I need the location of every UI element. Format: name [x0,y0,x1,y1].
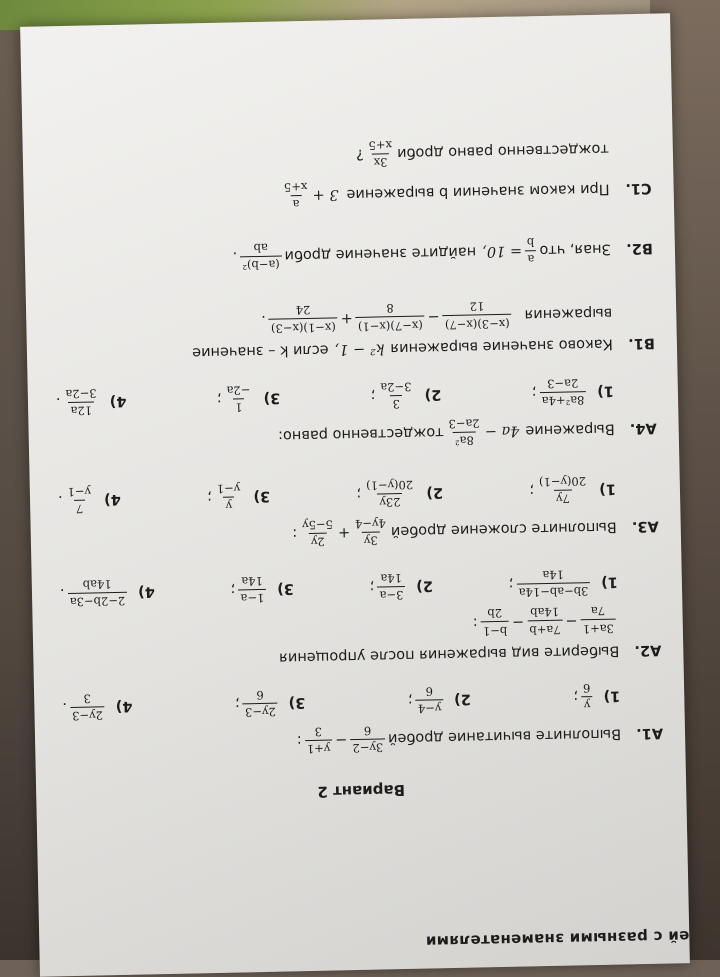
task-number: B1. [628,334,656,352]
answer-option: 1) y 6 ; [573,680,621,713]
answer-option: 3) 1−a 14a ; [230,573,295,606]
task-b1 [44,296,655,365]
answer-option: 2) 23y 20(y−1) ; [356,477,444,510]
answer-option: 4) 2−2b−3a 14ab . [59,576,155,610]
punctuation: . [261,311,266,328]
expression: = 10, [482,242,523,260]
task-text: тождественно равно: [277,424,444,444]
answer-option: 4) 12a 3−2a . [55,386,127,419]
task-b2 [43,232,654,277]
task-number: A3. [631,517,659,535]
answer-option: 2) y−4 6 ; [407,684,472,716]
fraction: (x−1)(x−3) 24 [268,302,337,335]
fraction: 3x x+5 [368,138,393,170]
worksheet-content [20,13,690,976]
fraction: y+1 3 [304,724,332,756]
answer-option: 4) 2y−3 3 . [62,691,133,724]
fraction: a b [526,234,535,267]
task-a4 [46,374,657,456]
task-text: Каково значение выражения [390,335,614,357]
answer-option: 1) 3b−ab−14a 14a ; [508,567,619,600]
operator: + [340,310,353,327]
task-text: Выполните сложение дробей [390,518,617,540]
task-text: Выберите вид выражения после упрощения [278,642,620,666]
answer-options [46,374,657,419]
task-text: тождественно равно дроби [396,141,609,162]
punctuation: : [296,732,302,749]
task-text: Выполните вычитание дробей [387,725,622,747]
task-number: A4. [629,419,657,437]
task-text: При каком значении b выражение [346,180,610,203]
fraction: 2y 5−5y [301,517,334,549]
fraction: 3y 4y−4 [354,515,386,548]
expression: k² − 1, [334,340,385,358]
answer-options [52,679,663,724]
task-number: C1. [625,179,652,197]
task-a1 [52,679,663,761]
fraction: b−1 2b [480,606,509,638]
variant-title: Вариант 2 [317,781,406,801]
operator: − [511,613,525,630]
task-text: Выражение [525,420,615,439]
fraction: 3y−2 6 [350,723,385,755]
answer-option: 2) 3−a 14a ; [369,570,434,603]
answer-options [50,565,661,610]
answer-option: 3) 1 −2a ; [216,383,281,415]
task-a2 [50,565,662,671]
task-text: выражения [524,304,613,323]
operator: − [565,612,578,629]
expression: 3 + [312,186,339,204]
punctuation: . [232,248,238,265]
task-number: A1. [636,724,664,742]
worksheet-paper [20,13,690,976]
operator: − [427,308,440,325]
fraction: a x+5 [283,179,308,212]
answer-option: 1) 8a²+4a 2a−3 ; [531,376,615,409]
fraction: (x−3)(x−7) 12 [442,299,511,332]
task-number: B2. [626,239,654,257]
fraction: (a−b)² ab [240,240,282,273]
fraction: 8a² 2a−3 [448,416,480,448]
worksheet-header: ей с разными знаменателями [425,927,690,951]
answer-option: 1) 7y 20(y−1) ; [529,474,617,507]
task-c1 [41,132,652,216]
punctuation: : [292,525,298,542]
answer-options [48,472,659,517]
punctuation: : [472,614,478,631]
fraction: 7a+b 14ab [527,605,563,637]
operator: + [337,524,351,541]
expression: 4a − [484,422,520,440]
operator: − [334,731,348,748]
punctuation: ? [355,146,364,163]
answer-option: 3) 2y−3 6 ; [234,687,306,720]
fraction: (x−7)(x−1) 8 [355,301,424,334]
fraction: 3a+1 7a [580,604,616,636]
task-number: A2. [634,641,662,659]
answer-option: 2) 3 3−2a ; [370,379,442,412]
task-a3 [48,472,659,554]
task-text: Зная, что [539,240,612,259]
answer-option: 4) 7 y−1 . [57,484,122,517]
task-text: если k – значение [192,341,329,361]
answer-option: 3) y y−1 ; [206,481,271,513]
task-text: найдите значение дроби [284,243,477,264]
